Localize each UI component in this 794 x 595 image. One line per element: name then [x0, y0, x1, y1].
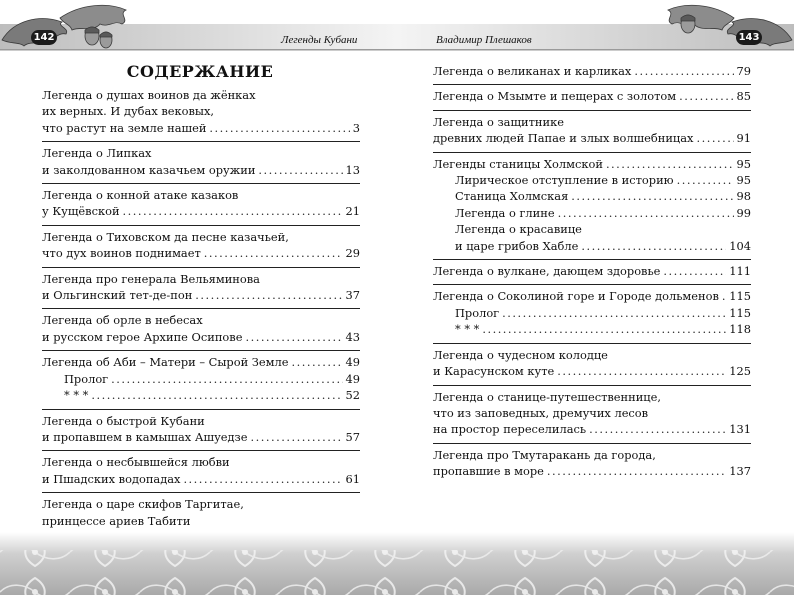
toc-entry-text: Легенда о великанах и карликах	[433, 64, 632, 78]
dot-leader	[482, 321, 726, 337]
toc-entry	[433, 84, 751, 109]
toc-page-number: 79	[736, 64, 751, 78]
toc-page-number: 37	[345, 288, 360, 303]
toc-subentry-line	[433, 172, 751, 188]
dot-leader	[722, 288, 726, 304]
toc-entry	[42, 87, 360, 141]
toc-entry-line	[433, 347, 751, 363]
dot-leader	[91, 387, 342, 403]
toc-entry-text: у Кущёвской	[42, 204, 120, 219]
toc-entry-text: Легенда про генерала Вельяминова	[42, 271, 260, 286]
dot-leader	[245, 329, 342, 345]
toc-right-column	[433, 63, 751, 485]
toc-entry-text: их верных. И дубах вековых,	[42, 104, 215, 119]
toc-entry	[433, 385, 751, 443]
toc-subentry-line	[433, 188, 751, 204]
toc-entry-text: и русском герое Архипе Осипове	[42, 329, 243, 344]
right-page-number: 143	[736, 30, 762, 45]
toc-page-number: 111	[729, 264, 751, 279]
toc-page-number: 104	[729, 238, 751, 253]
toc-entry	[42, 409, 360, 451]
dot-leader	[547, 463, 726, 479]
toc-entry-text: и заколдованном казачьем оружии	[42, 162, 256, 177]
dot-leader	[291, 354, 342, 370]
toc-entry-line	[42, 429, 360, 445]
toc-entry-line	[433, 405, 751, 421]
toc-entry-text: и пропавшем в камышах Ашуедзе	[42, 429, 248, 444]
toc-entry-text: что растут на земле нашей	[42, 120, 207, 135]
left-running-title: Легенды Кубани	[281, 34, 358, 46]
toc-title: СОДЕРЖАНИЕ	[126, 62, 274, 81]
toc-page-number: 57	[345, 429, 360, 444]
toc-entry-line	[433, 88, 751, 104]
toc-entry-text: Легенда о глине	[455, 205, 555, 220]
toc-entry-text: и Ольгинский тет-де-пон	[42, 288, 193, 303]
oak-leaves-acorns-icon	[0, 0, 794, 52]
toc-entry	[42, 350, 360, 408]
dot-leader	[258, 162, 342, 178]
dot-leader	[677, 172, 734, 188]
toc-entry-text: Легенда о вулкане, дающем здоровье	[433, 264, 661, 279]
toc-entry-text: Легенда об орле в небесах	[42, 313, 203, 328]
toc-entry-text: Легенда о несбывшейся любви	[42, 455, 230, 470]
toc-entry-line	[433, 63, 751, 79]
toc-entry	[433, 152, 751, 259]
toc-entry-text: Легенда о красавице	[455, 222, 582, 237]
dot-leader	[589, 421, 726, 437]
toc-page-number: 21	[345, 204, 360, 219]
toc-page-number: 91	[736, 131, 751, 146]
toc-entry-text: древних людей Папае и злых волшебницах	[433, 131, 694, 146]
toc-entry-line	[433, 288, 751, 304]
toc-entry-line	[42, 471, 360, 487]
toc-subentry-line	[42, 387, 360, 403]
toc-entry-line	[42, 87, 360, 103]
toc-page-number: 95	[736, 173, 751, 188]
toc-page-number: 125	[729, 364, 751, 379]
dot-leader	[111, 371, 342, 387]
dot-leader	[679, 88, 733, 104]
toc-entry	[42, 141, 360, 183]
toc-page-number: 95	[736, 156, 751, 171]
toc-entry-text: пропавшие в море	[433, 464, 544, 479]
toc-entry-line	[42, 145, 360, 161]
toc-subentry-line	[433, 221, 751, 237]
toc-entry-text: и Пшадских водопадах	[42, 471, 181, 486]
toc-page-number: 118	[729, 322, 751, 337]
toc-entry-line	[42, 120, 360, 136]
toc-subentry-line	[433, 205, 751, 221]
right-running-title: Владимир Плешаков	[436, 34, 532, 46]
floral-damask-ornament	[0, 532, 794, 595]
toc-entry-text: Легенда о душах воинов да жёнках	[42, 88, 256, 102]
toc-page-number: 115	[729, 305, 751, 320]
toc-entry-line	[433, 463, 751, 479]
toc-page-number: 29	[345, 246, 360, 261]
dot-leader	[571, 188, 733, 204]
toc-entry-text: Лирическое отступление в историю	[455, 173, 674, 188]
toc-entry-line	[433, 389, 751, 405]
toc-page-number: 131	[729, 422, 751, 437]
toc-page-number: 98	[736, 189, 751, 204]
toc-entry	[42, 225, 360, 267]
toc-entry-line	[42, 312, 360, 328]
toc-entry-text: что из заповедных, дремучих лесов	[433, 405, 649, 420]
footer-ornament-band	[0, 532, 794, 595]
dot-leader	[183, 471, 342, 487]
dot-leader	[696, 130, 733, 146]
toc-page-number: 52	[345, 388, 360, 403]
toc-entry-text: Легенда о чудесном колодце	[433, 347, 608, 362]
toc-entry-line	[433, 130, 751, 146]
toc-page-number: 49	[345, 355, 360, 370]
toc-entry-line	[433, 363, 751, 379]
dot-leader	[209, 120, 349, 136]
toc-entry-line	[42, 103, 360, 119]
toc-entry-text: принцессе ариев Табити	[42, 513, 191, 528]
toc-entry-line	[42, 496, 360, 512]
toc-entry-text: и царе грибов Хабле	[455, 238, 579, 253]
toc-entry-line	[42, 162, 360, 178]
toc-page-number: 43	[345, 329, 360, 344]
header-ornament-band	[0, 0, 794, 52]
toc-entry-line	[42, 271, 360, 287]
toc-page-number: 115	[729, 289, 751, 304]
dot-leader	[557, 363, 726, 379]
toc-entry-text: Пролог	[455, 305, 500, 320]
toc-page-number: 49	[345, 371, 360, 386]
toc-page-number: 3	[352, 120, 360, 135]
toc-entry-text: Легенда о конной атаке казаков	[42, 188, 239, 203]
toc-entry-text: Пролог	[64, 371, 109, 386]
toc-entry-line	[42, 229, 360, 245]
dot-leader	[663, 263, 726, 279]
toc-subentry-line	[42, 371, 360, 387]
toc-subentry-line	[433, 305, 751, 321]
dot-leader	[204, 245, 343, 261]
toc-entry-line	[433, 114, 751, 130]
dot-leader	[123, 203, 343, 219]
toc-entry-text: Легенда о Соколиной горе и Городе дольменов	[433, 289, 719, 304]
dot-leader	[502, 305, 726, 321]
toc-page-number: 61	[345, 471, 360, 486]
toc-entry-line	[42, 413, 360, 429]
toc-entry-line	[433, 263, 751, 279]
toc-entry-text: Легенда о царе скифов Таргитае,	[42, 497, 244, 512]
toc-subentry-line	[433, 321, 751, 337]
toc-page-number: 99	[736, 205, 751, 220]
toc-entry	[433, 110, 751, 152]
dot-leader	[195, 287, 342, 303]
toc-entry-text: на простор переселилась	[433, 422, 587, 437]
toc-entry-text: Легенда о быстрой Кубани	[42, 413, 205, 428]
toc-entry	[42, 267, 360, 309]
toc-entry	[433, 63, 751, 84]
toc-entry-text: Легенда про Тмутаракань да города,	[433, 447, 656, 462]
toc-entry	[42, 308, 360, 350]
toc-left-column	[42, 87, 360, 592]
dot-leader	[581, 238, 726, 254]
toc-entry-text: Легенда о Тиховском да песне казачьей,	[42, 229, 289, 244]
toc-entry-line	[42, 354, 360, 370]
toc-entry-line	[433, 447, 751, 463]
toc-page-number: 13	[345, 162, 360, 177]
toc-entry-line	[42, 287, 360, 303]
toc-entry	[433, 259, 751, 284]
toc-entry-text: * * *	[455, 322, 480, 337]
toc-page-number: 85	[736, 89, 751, 104]
toc-entry-text: Легенда о Мзымте и пещерах с золотом	[433, 89, 677, 104]
toc-entry-text: * * *	[64, 388, 89, 403]
toc-entry-text: Легенда о защитнике	[433, 114, 564, 129]
dot-leader	[558, 205, 734, 221]
dot-leader	[634, 63, 733, 79]
toc-entry-line	[42, 187, 360, 203]
toc-entry-text: что дух воинов поднимает	[42, 246, 201, 261]
toc-entry-line	[42, 203, 360, 219]
toc-entry	[433, 343, 751, 385]
toc-entry-line	[42, 245, 360, 261]
toc-entry	[433, 443, 751, 485]
toc-entry-line	[42, 454, 360, 470]
toc-entry-text: Легенда о станице-путешественнице,	[433, 389, 661, 404]
toc-subentry-line	[433, 238, 751, 254]
toc-entry-line	[42, 513, 360, 529]
toc-entry	[42, 183, 360, 225]
toc-entry-text: Легенды станицы Холмской	[433, 156, 603, 171]
toc-entry-text: и Карасунском куте	[433, 364, 555, 379]
toc-entry-text: Легенда о Липках	[42, 146, 152, 161]
toc-entry-line	[433, 156, 751, 172]
toc-entry-line	[42, 329, 360, 345]
toc-page-number: 137	[729, 464, 751, 479]
dot-leader	[250, 429, 342, 445]
toc-entry	[433, 284, 751, 342]
toc-entry-line	[433, 421, 751, 437]
toc-entry-text: Станица Холмская	[455, 189, 569, 204]
dot-leader	[606, 156, 734, 172]
toc-entry	[42, 450, 360, 492]
left-page-number: 142	[31, 30, 57, 45]
toc-entry-text: Легенда об Аби – Матери – Сырой Земле	[42, 355, 289, 370]
